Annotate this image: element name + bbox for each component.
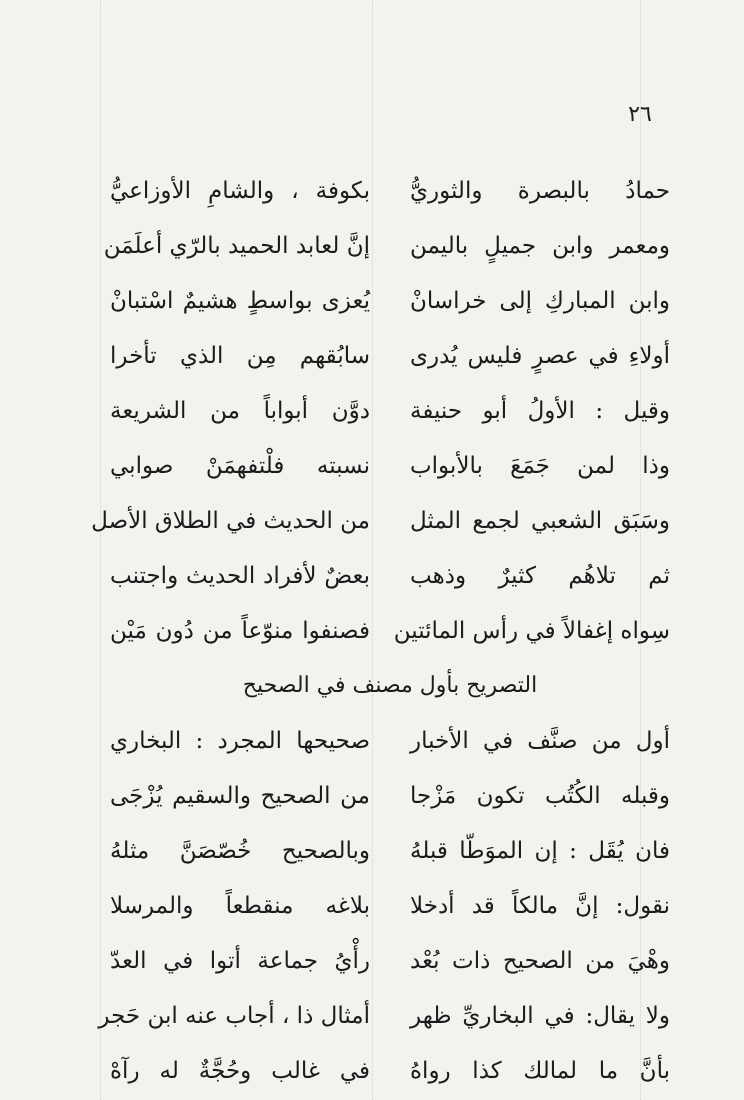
verse-line [98, 988, 670, 1043]
verse-second-hemistich: رأْيُ جماعة أتوا في العدّ [110, 947, 370, 974]
verse-line [110, 933, 670, 988]
verse-line [110, 163, 670, 218]
verse-second-hemistich: وبالصحيح خُصّصَنَّ مثلهُ [110, 837, 370, 864]
verse-second-hemistich: دوَّن أبواباً من الشريعة [110, 397, 370, 424]
verse-first-hemistich: وقبله الكُتُب تكون مَزْجا [410, 782, 670, 809]
verse-second-hemistich: من الحديث في الطلاق الأصل [91, 507, 370, 534]
verse-first-hemistich: أولاءِ في عصرٍ فليس يُدرى [410, 342, 670, 369]
verse-first-hemistich: ومعمر وابن جميلٍ باليمن [410, 232, 670, 259]
verse-second-hemistich: بلاغه منقطعاً والمرسلا [110, 892, 370, 919]
verse-second-hemistich: إنَّ لعابد الحميد بالرّي أعلَمَن [103, 232, 370, 259]
verse-line [103, 218, 670, 273]
verse-line [110, 603, 670, 658]
verse-second-hemistich: في غالب وحُجَّةٌ له رآهْ [110, 1057, 370, 1084]
verse-line [91, 493, 670, 548]
verse-first-hemistich: حمادُ بالبصرة والثوريُّ [410, 177, 670, 204]
verse-line [110, 1043, 670, 1098]
verse-line [110, 548, 670, 603]
verse-second-hemistich: بعضٌ لأفراد الحديث واجتنب [110, 562, 370, 589]
verse-line [110, 823, 670, 878]
verse-line [110, 383, 670, 438]
verse-second-hemistich: يُعزى بواسطٍ هشيمٌ اسْتبانْ [110, 287, 370, 314]
verse-line [110, 273, 670, 328]
verse-line [110, 713, 670, 768]
verse-second-hemistich: سابُقهم مِن الذي تأخرا [110, 342, 370, 369]
verse-second-hemistich: أمثال ذا ، أجاب عنه ابن حَجر [98, 1002, 370, 1029]
section-heading: التصريح بأول مصنف في الصحيح [242, 673, 538, 698]
poem-body [91, 163, 670, 1098]
verse-second-hemistich: فصنفوا منوّعاً من دُون مَيْن [110, 617, 370, 644]
verse-first-hemistich: وسَبَق الشعبي لجمع المثل [410, 507, 670, 534]
verse-first-hemistich: فان يُقَل : إن الموَطّا قبلهُ [410, 837, 670, 864]
verses-part-2 [98, 713, 670, 1098]
verse-first-hemistich: ثم تلاهُم كثيرٌ وذهب [410, 562, 670, 589]
verse-first-hemistich: وقيل : الأولُ أبو حنيفة [410, 397, 670, 424]
verse-second-hemistich: بكوفة ، والشامِ الأوزاعيُّ [110, 177, 370, 204]
verse-second-hemistich: صحيحها المجرد : البخاري [110, 727, 370, 754]
verse-line [110, 438, 670, 493]
verse-first-hemistich: أول من صنَّف في الأخبار [410, 727, 670, 754]
verse-line [110, 878, 670, 933]
verse-line [110, 768, 670, 823]
verse-first-hemistich: ولا يقال: في البخاريِّ ظهر [410, 1002, 670, 1029]
verses-part-1 [91, 163, 670, 658]
verse-second-hemistich: نسبته فلْتفهمَنْ صوابي [110, 452, 370, 479]
verse-second-hemistich: من الصحيح والسقيم يُزْجَى [110, 782, 370, 809]
verse-first-hemistich: سِواه إغفالاً في رأس المائتين [393, 617, 670, 644]
verse-first-hemistich: بأنَّ ما لمالك كذا رواهُ [410, 1057, 670, 1084]
verse-line [110, 328, 670, 383]
page-number: ٢٦ [628, 102, 652, 127]
scan-guide-line [100, 0, 101, 1100]
verse-first-hemistich: وابن المباركِ إلى خراسانْ [410, 287, 670, 314]
verse-first-hemistich: نقول: إنَّ مالكاً قد أدخلا [410, 892, 670, 919]
verse-first-hemistich: وذا لمن جَمَعَ بالأبواب [410, 452, 670, 479]
verse-first-hemistich: وهْيَ من الصحيح ذات بُعْد [410, 947, 670, 974]
